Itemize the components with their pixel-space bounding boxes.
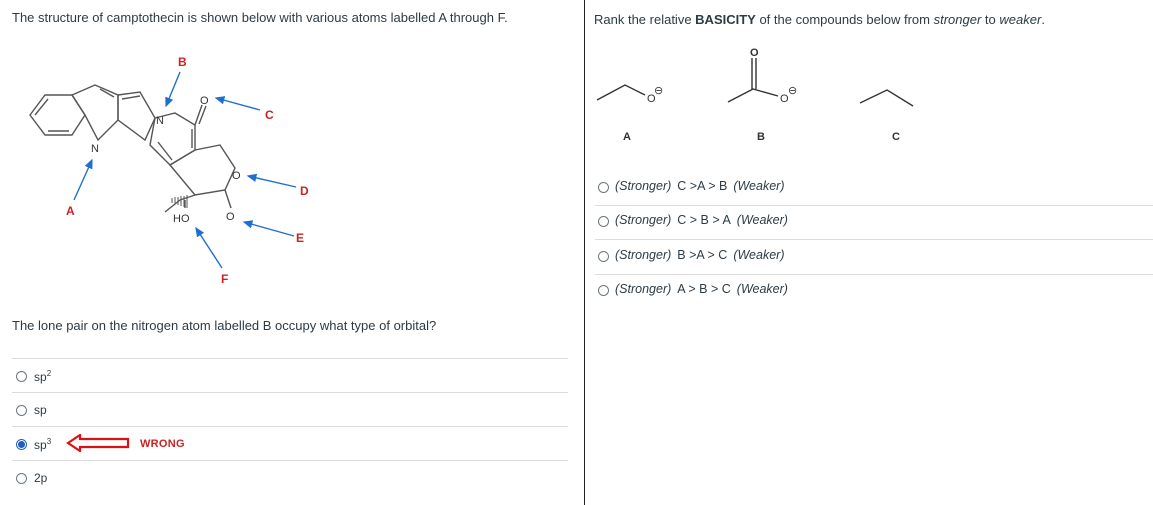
ranking-label [615, 179, 784, 193]
radio-button-selected[interactable] [16, 439, 27, 450]
option-base: sp [34, 403, 47, 417]
label-d: D [300, 184, 309, 198]
option-base: sp [34, 370, 47, 384]
atom-ho: HO [173, 213, 190, 225]
radio-button[interactable] [598, 216, 609, 227]
option-base: sp [34, 438, 47, 452]
question-orbital: The lone pair on the nitrogen atom labelled B occupy what type of orbital? [12, 318, 437, 333]
q-mid: of the compounds below from [755, 12, 934, 27]
arrow-b [166, 72, 180, 106]
stronger-text: (Stronger) [615, 179, 672, 193]
q-it2: weaker [999, 12, 1042, 27]
q-end: . [1041, 12, 1045, 27]
ranking-option-1[interactable] [595, 171, 1153, 206]
compound-a-oxygen: O [647, 93, 656, 105]
compound-label-c: C [892, 131, 900, 143]
atom-n-amide: N [156, 115, 164, 127]
question-basicity [594, 12, 1045, 27]
camptothecin-structure [0, 0, 584, 300]
ranking-order: B >A > C [677, 248, 728, 262]
option-sup: 3 [46, 437, 52, 446]
radio-button[interactable] [598, 285, 609, 296]
weaker-text: (Weaker) [733, 179, 785, 193]
q-bold: BASICITY [695, 12, 756, 27]
atom-o-ring: O [232, 170, 241, 182]
label-b: B [178, 55, 187, 69]
answer-option-sp[interactable] [12, 392, 568, 427]
weaker-text: (Weaker) [736, 213, 788, 227]
compound-label-a: A [623, 131, 631, 143]
compound-b-carbonyl-oxygen: O [750, 47, 759, 59]
option-label-sp [34, 403, 47, 417]
label-f: F [221, 272, 229, 286]
compound-label-b: B [757, 131, 765, 143]
option-label-sp3 [34, 437, 51, 452]
radio-button[interactable] [16, 473, 27, 484]
arrow-e [244, 222, 294, 236]
ranking-option-2[interactable] [595, 205, 1153, 240]
option-label-2p [34, 471, 47, 485]
compound-b-charge: ⊖ [788, 85, 798, 97]
ranking-order: C >A > B [677, 179, 728, 193]
atom-o-lactone: O [226, 211, 235, 223]
label-c: C [265, 108, 274, 122]
arrow-c [216, 98, 260, 110]
atom-o-carbonyl: O [200, 95, 209, 107]
arrow-a [74, 160, 92, 200]
radio-button[interactable] [598, 182, 609, 193]
atom-n-quinoline: N [91, 143, 99, 155]
arrow-f [196, 228, 222, 268]
option-label-sp2 [34, 369, 51, 384]
feedback-wrong: WRONG [140, 438, 185, 450]
weaker-text: (Weaker) [733, 248, 785, 262]
radio-button[interactable] [16, 371, 27, 382]
ranking-order: C > B > A [677, 213, 731, 227]
stronger-text: (Stronger) [615, 248, 672, 262]
q-pre: Rank the relative [594, 12, 696, 27]
ranking-label [615, 282, 788, 296]
wrong-indicator-arrow-icon [66, 434, 130, 452]
radio-button[interactable] [598, 251, 609, 262]
q-to: to [981, 12, 1000, 27]
ranking-order: A > B > C [677, 282, 731, 296]
radio-button[interactable] [16, 405, 27, 416]
option-base: 2p [34, 471, 48, 485]
compound-b-oxygen: O [780, 93, 789, 105]
answer-option-2p[interactable] [12, 460, 568, 495]
stronger-text: (Stronger) [615, 282, 672, 296]
answer-option-sp2[interactable] [12, 358, 568, 393]
label-a: A [66, 204, 75, 218]
label-e: E [296, 231, 305, 245]
ranking-option-3[interactable] [595, 240, 1153, 275]
answer-option-sp3[interactable] [12, 426, 568, 461]
ranking-option-4[interactable] [595, 274, 1153, 308]
compounds-structures [585, 36, 1153, 146]
question-camptothecin-intro: The structure of camptothecin is shown below with various atoms labelled A through F. [12, 10, 508, 25]
arrow-d [248, 176, 296, 187]
ranking-label [615, 213, 788, 227]
ranking-label [615, 248, 784, 262]
q-it1: stronger [933, 12, 982, 27]
stronger-text: (Stronger) [615, 213, 672, 227]
compound-a-charge: ⊖ [654, 85, 664, 97]
option-sup: 2 [46, 369, 52, 378]
weaker-text: (Weaker) [736, 282, 788, 296]
right-question-panel [585, 0, 1153, 505]
